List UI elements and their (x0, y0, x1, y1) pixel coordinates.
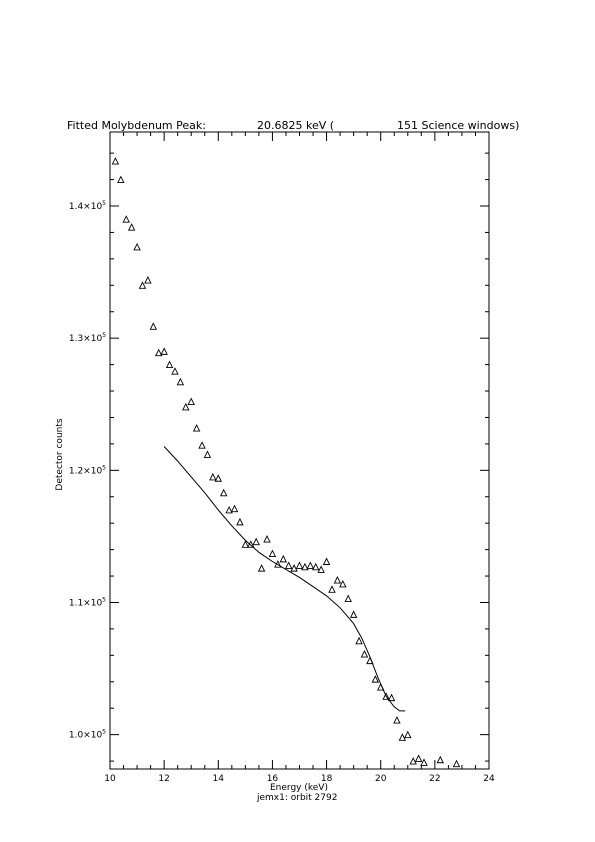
data-point-triangle (378, 684, 384, 690)
data-point-triangle (253, 539, 259, 545)
data-point-triangle (367, 658, 373, 664)
data-point-triangle (167, 362, 173, 368)
data-point-triangle (454, 761, 460, 767)
data-point-triangle (416, 755, 422, 761)
data-point-triangle (188, 399, 194, 405)
chart-title-windows: 151 Science windows) (397, 119, 520, 132)
data-point-triangle (150, 323, 156, 329)
y-tick-label: $1.1\times 10^5$ (68, 596, 106, 609)
chart-title-energy: 20.6825 keV ( (257, 119, 335, 132)
x-tick-label: 12 (158, 774, 170, 784)
x-tick-label: 20 (374, 774, 387, 784)
data-point-triangle (123, 216, 129, 222)
data-point-triangle (389, 695, 395, 701)
data-point-triangle (259, 565, 265, 571)
data-point-triangle (356, 638, 362, 644)
x-tick-label: 18 (320, 774, 333, 784)
data-point-triangle (161, 348, 167, 354)
data-point-triangle (280, 556, 286, 562)
tick-labels (69, 200, 495, 784)
data-point-triangle (405, 732, 411, 738)
fit-curve (164, 447, 405, 711)
data-point-triangle (145, 277, 151, 283)
data-point-triangle (118, 177, 124, 183)
plot-frame (110, 132, 489, 769)
data-point-triangle (329, 586, 335, 592)
data-point-triangle (204, 451, 210, 457)
data-point-triangle (129, 224, 135, 230)
data-point-triangle (232, 506, 238, 512)
data-point-triangle (237, 519, 243, 525)
data-point-triangle (421, 759, 427, 765)
data-point-triangle (286, 562, 292, 568)
data-point-triangle (313, 564, 319, 570)
data-point-triangle (264, 536, 270, 542)
data-point-triangle (345, 596, 351, 602)
y-axis-label: Detector counts (55, 418, 65, 491)
data-point-triangle (172, 368, 178, 374)
data-point-triangle (324, 559, 330, 565)
data-point-triangle (194, 425, 200, 431)
y-tick-label: $1.0\times 10^5$ (68, 728, 106, 741)
data-point-triangle (394, 717, 400, 723)
data-point-triangle (297, 562, 303, 568)
x-tick-label: 16 (266, 774, 279, 784)
data-points (112, 158, 459, 767)
data-point-triangle (221, 490, 227, 496)
data-point-triangle (134, 244, 140, 250)
data-point-triangle (112, 158, 118, 164)
x-tick-label: 24 (483, 774, 495, 784)
data-point-triangle (334, 577, 340, 583)
data-point-triangle (177, 379, 183, 385)
data-point-triangle (199, 442, 205, 448)
data-point-triangle (361, 651, 367, 657)
y-tick-label: $1.4\times 10^5$ (68, 200, 106, 213)
x-axis-label: Energy (keV) (270, 783, 328, 793)
data-point-triangle (215, 475, 221, 481)
data-point-triangle (307, 562, 313, 568)
chart-title-label: Fitted Molybdenum Peak: (67, 119, 206, 132)
y-tick-label: $1.2\times 10^5$ (68, 464, 106, 477)
x-tick-label: 10 (104, 774, 116, 784)
x-tick-label: 22 (429, 774, 441, 784)
data-point-triangle (269, 551, 275, 557)
orbit-caption: jemx1: orbit 2792 (257, 793, 338, 803)
data-point-triangle (437, 757, 443, 763)
axis-ticks (110, 132, 489, 769)
data-point-triangle (340, 581, 346, 587)
data-point-triangle (210, 474, 216, 480)
data-point-triangle (351, 611, 357, 617)
x-tick-label: 14 (212, 774, 225, 784)
y-tick-label: $1.3\times 10^5$ (68, 332, 106, 345)
